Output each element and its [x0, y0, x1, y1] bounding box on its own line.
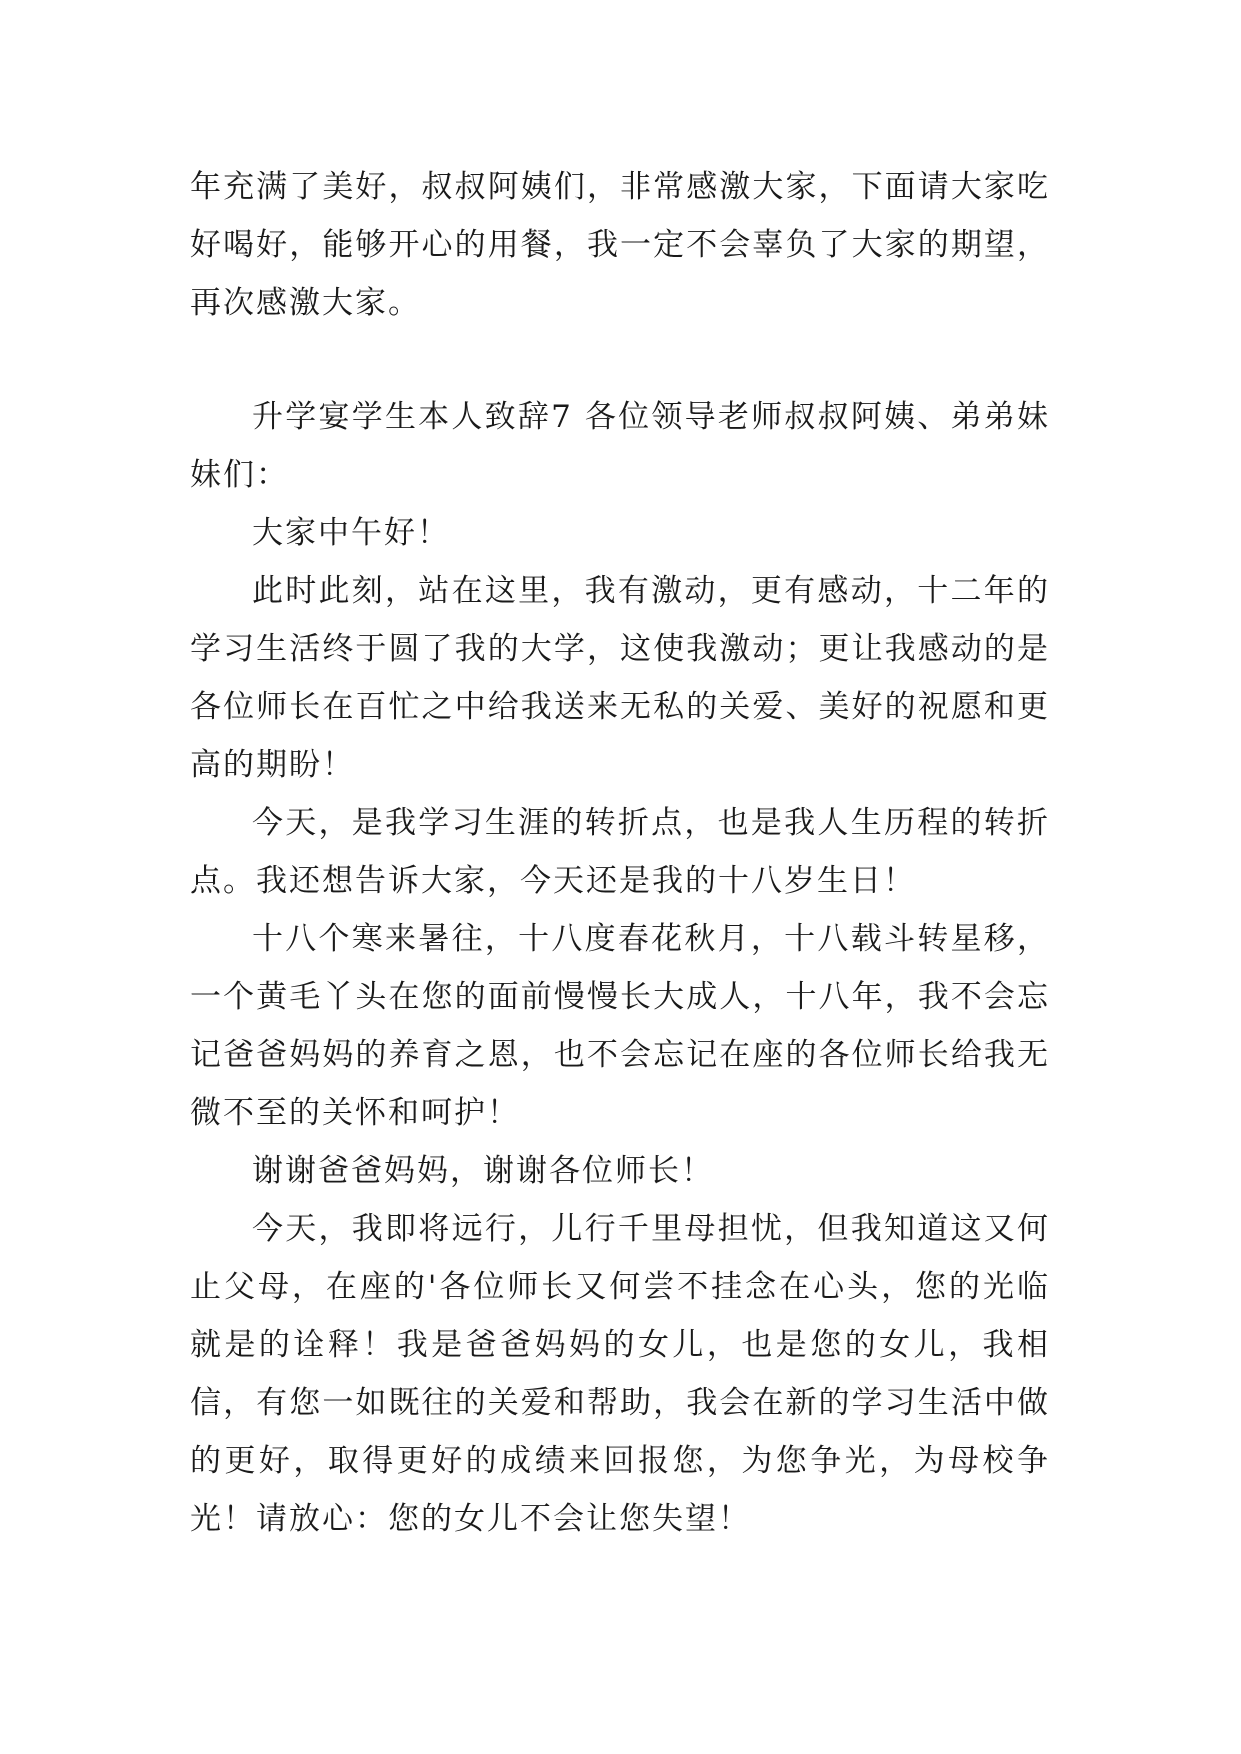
continuation-section: [190, 158, 1050, 332]
speech-paragraph: 今天，我即将远行，儿行千里母担忧，但我知道这又何止父母，在座的'各位师长又何尝不挂念在心头，您的光临就是的诠释！我是爸爸妈妈的女儿，也是您的女儿，我相信，有您一如既往的关爱和帮助，我会在新的学习生活中做的更好，取得更好的成绩来回报您，为您争光，为母校争光！请放心：您的女儿不会让您失望！: [190, 1211, 1050, 1537]
continuation-paragraph: 年充满了美好，叔叔阿姨们，非常感激大家，下面请大家吃好喝好，能够开心的用餐，我一定不会辜负了大家的期望，再次感激大家。: [190, 169, 1050, 321]
speech-paragraph: 今天，是我学习生涯的转折点，也是我人生历程的转折点。我还想告诉大家，今天还是我的十八岁生日！: [190, 805, 1050, 899]
speech-paragraph: 此时此刻，站在这里，我有激动，更有感动，十二年的学习生活终于圆了我的大学，这使我激动；更让我感动的是各位师长在百忙之中给我送来无私的关爱、美好的祝愿和更高的期盼！: [190, 573, 1050, 783]
speech-heading-paragraph: 升学宴学生本人致辞7 各位领导老师叔叔阿姨、弟弟妹妹们：: [190, 399, 1050, 493]
speech-paragraph: 十八个寒来暑往，十八度春花秋月，十八载斗转星移，一个黄毛丫头在您的面前慢慢长大成人，十八年，我不会忘记爸爸妈妈的养育之恩，也不会忘记在座的各位师长给我无微不至的关怀和呵护！: [190, 921, 1050, 1131]
thanks-paragraph: 谢谢爸爸妈妈，谢谢各位师长！: [252, 1153, 714, 1189]
greeting-paragraph: 大家中午好！: [252, 515, 450, 551]
speech-section: [190, 388, 1050, 1548]
